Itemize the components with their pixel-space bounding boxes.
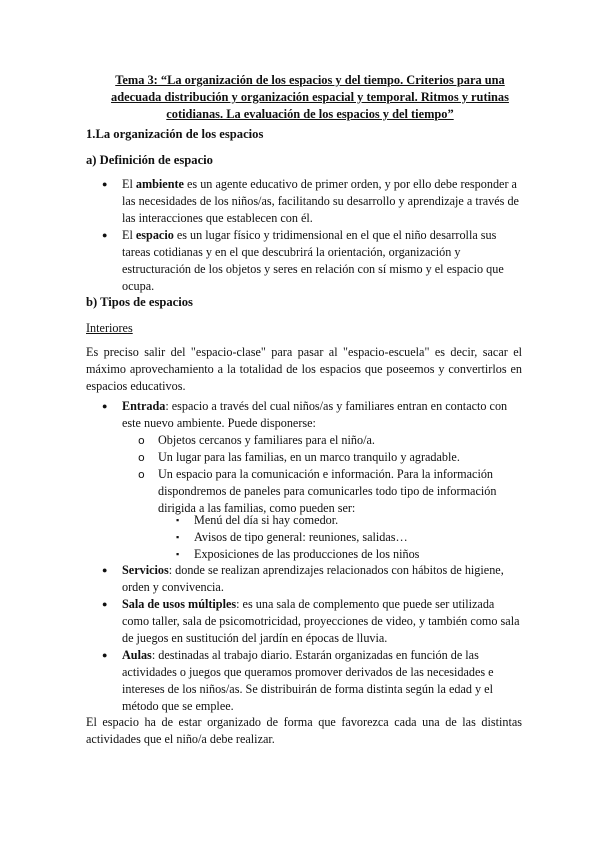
entrada-sublist [122,432,522,517]
spaces-list-rest [86,562,522,715]
subsublist-item: ▪ Menú del día si hay comedor. [158,512,522,529]
intro-paragraph: Es preciso salir del "espacio-clase" para pasar al "espacio-escuela" es decir, sacar el máximo aprovechamiento a la totalidad de los espacios que poseemos y convertirlos en espacios educativos. [86,345,522,393]
list-item-sala: ● Sala de usos múltiples: es una sala de complemento que puede ser utilizada como taller, sala de psicomotricidad, proyecciones de video, y también como sala de juegos en sustitución del jardín en épocas de lluvia. [86,596,522,647]
list-item-entrada: ● Entrada: espacio a través del cual niños/as y familiares entran en contacto con este nuevo ambiente. Puede disponerse: [86,398,522,432]
list-item-aulas: ● Aulas: destinadas al trabajo diario. Estarán organizadas en función de las actividades o juegos que queramos promover derivados de las necesidades e intereses de los niños/as. Se distribuirán de forma distinta según la edad y el método que se emplee. [86,647,522,715]
subheading-tipos: b) Tipos de espacios [86,295,193,309]
subsublist-item: ▪ Exposiciones de las producciones de los niños [158,546,522,563]
subsublist-item: ▪ Avisos de tipo general: reuniones, salidas… [158,529,522,546]
closing-paragraph: El espacio ha de estar organizado de forma que favorezca cada una de las distintas actividades que el niño/a debe realizar. [86,715,522,746]
sublist-item: o Un lugar para las familias, en un marco tranquilo y agradable. [122,449,522,466]
term-sala: Sala de usos múltiples [122,597,237,611]
section-heading-organizacion: 1.La organización de los espacios [86,127,264,141]
definition-list [86,176,522,295]
sublist-item: o Un espacio para la comunicación e información. Para la información dispondremos de paneles para comunicarles todo tipo de información dirigida a las familias, como pueden ser: [122,466,522,517]
term-servicios: Servicios [122,563,169,577]
list-item-ambiente: ● El ambiente es un agente educativo de primer orden, y por ello debe responder a las necesidades de los niños/as, facilitando su desarrollo y aprendizaje a través de las interacciones que establecen con él. [86,176,522,227]
term-espacio: espacio [135,228,174,242]
term-entrada: Entrada [122,399,166,413]
subheading-definicion: a) Definición de espacio [86,153,213,167]
info-panel-sublist [158,512,522,563]
spaces-list-entrada [86,398,522,432]
term-ambiente: ambiente [135,177,184,191]
sublist-item: o Objetos cercanos y familiares para el niño/a. [122,432,522,449]
list-item-servicios: ● Servicios: donde se realizan aprendizajes relacionados con hábitos de higiene, orden y convivencia. [86,562,522,596]
term-aulas: Aulas [122,648,152,662]
list-item-espacio: ● El espacio es un lugar físico y tridimensional en el que el niño desarrolla sus tareas cotidianas y en el que descubrirá la orientación, organización y estructuración de los objetos y seres en relación con sí mismo y el espacio que ocupa. [86,227,522,295]
document-title: Tema 3: “La organización de los espacios y del tiempo. Criterios para una adecuada distribución y organización espacial y temporal. Ritmos y rutinas cotidianas. La evaluación de los espacios y del tiempo” [111,73,509,121]
subheading-interiores: Interiores [86,321,133,335]
